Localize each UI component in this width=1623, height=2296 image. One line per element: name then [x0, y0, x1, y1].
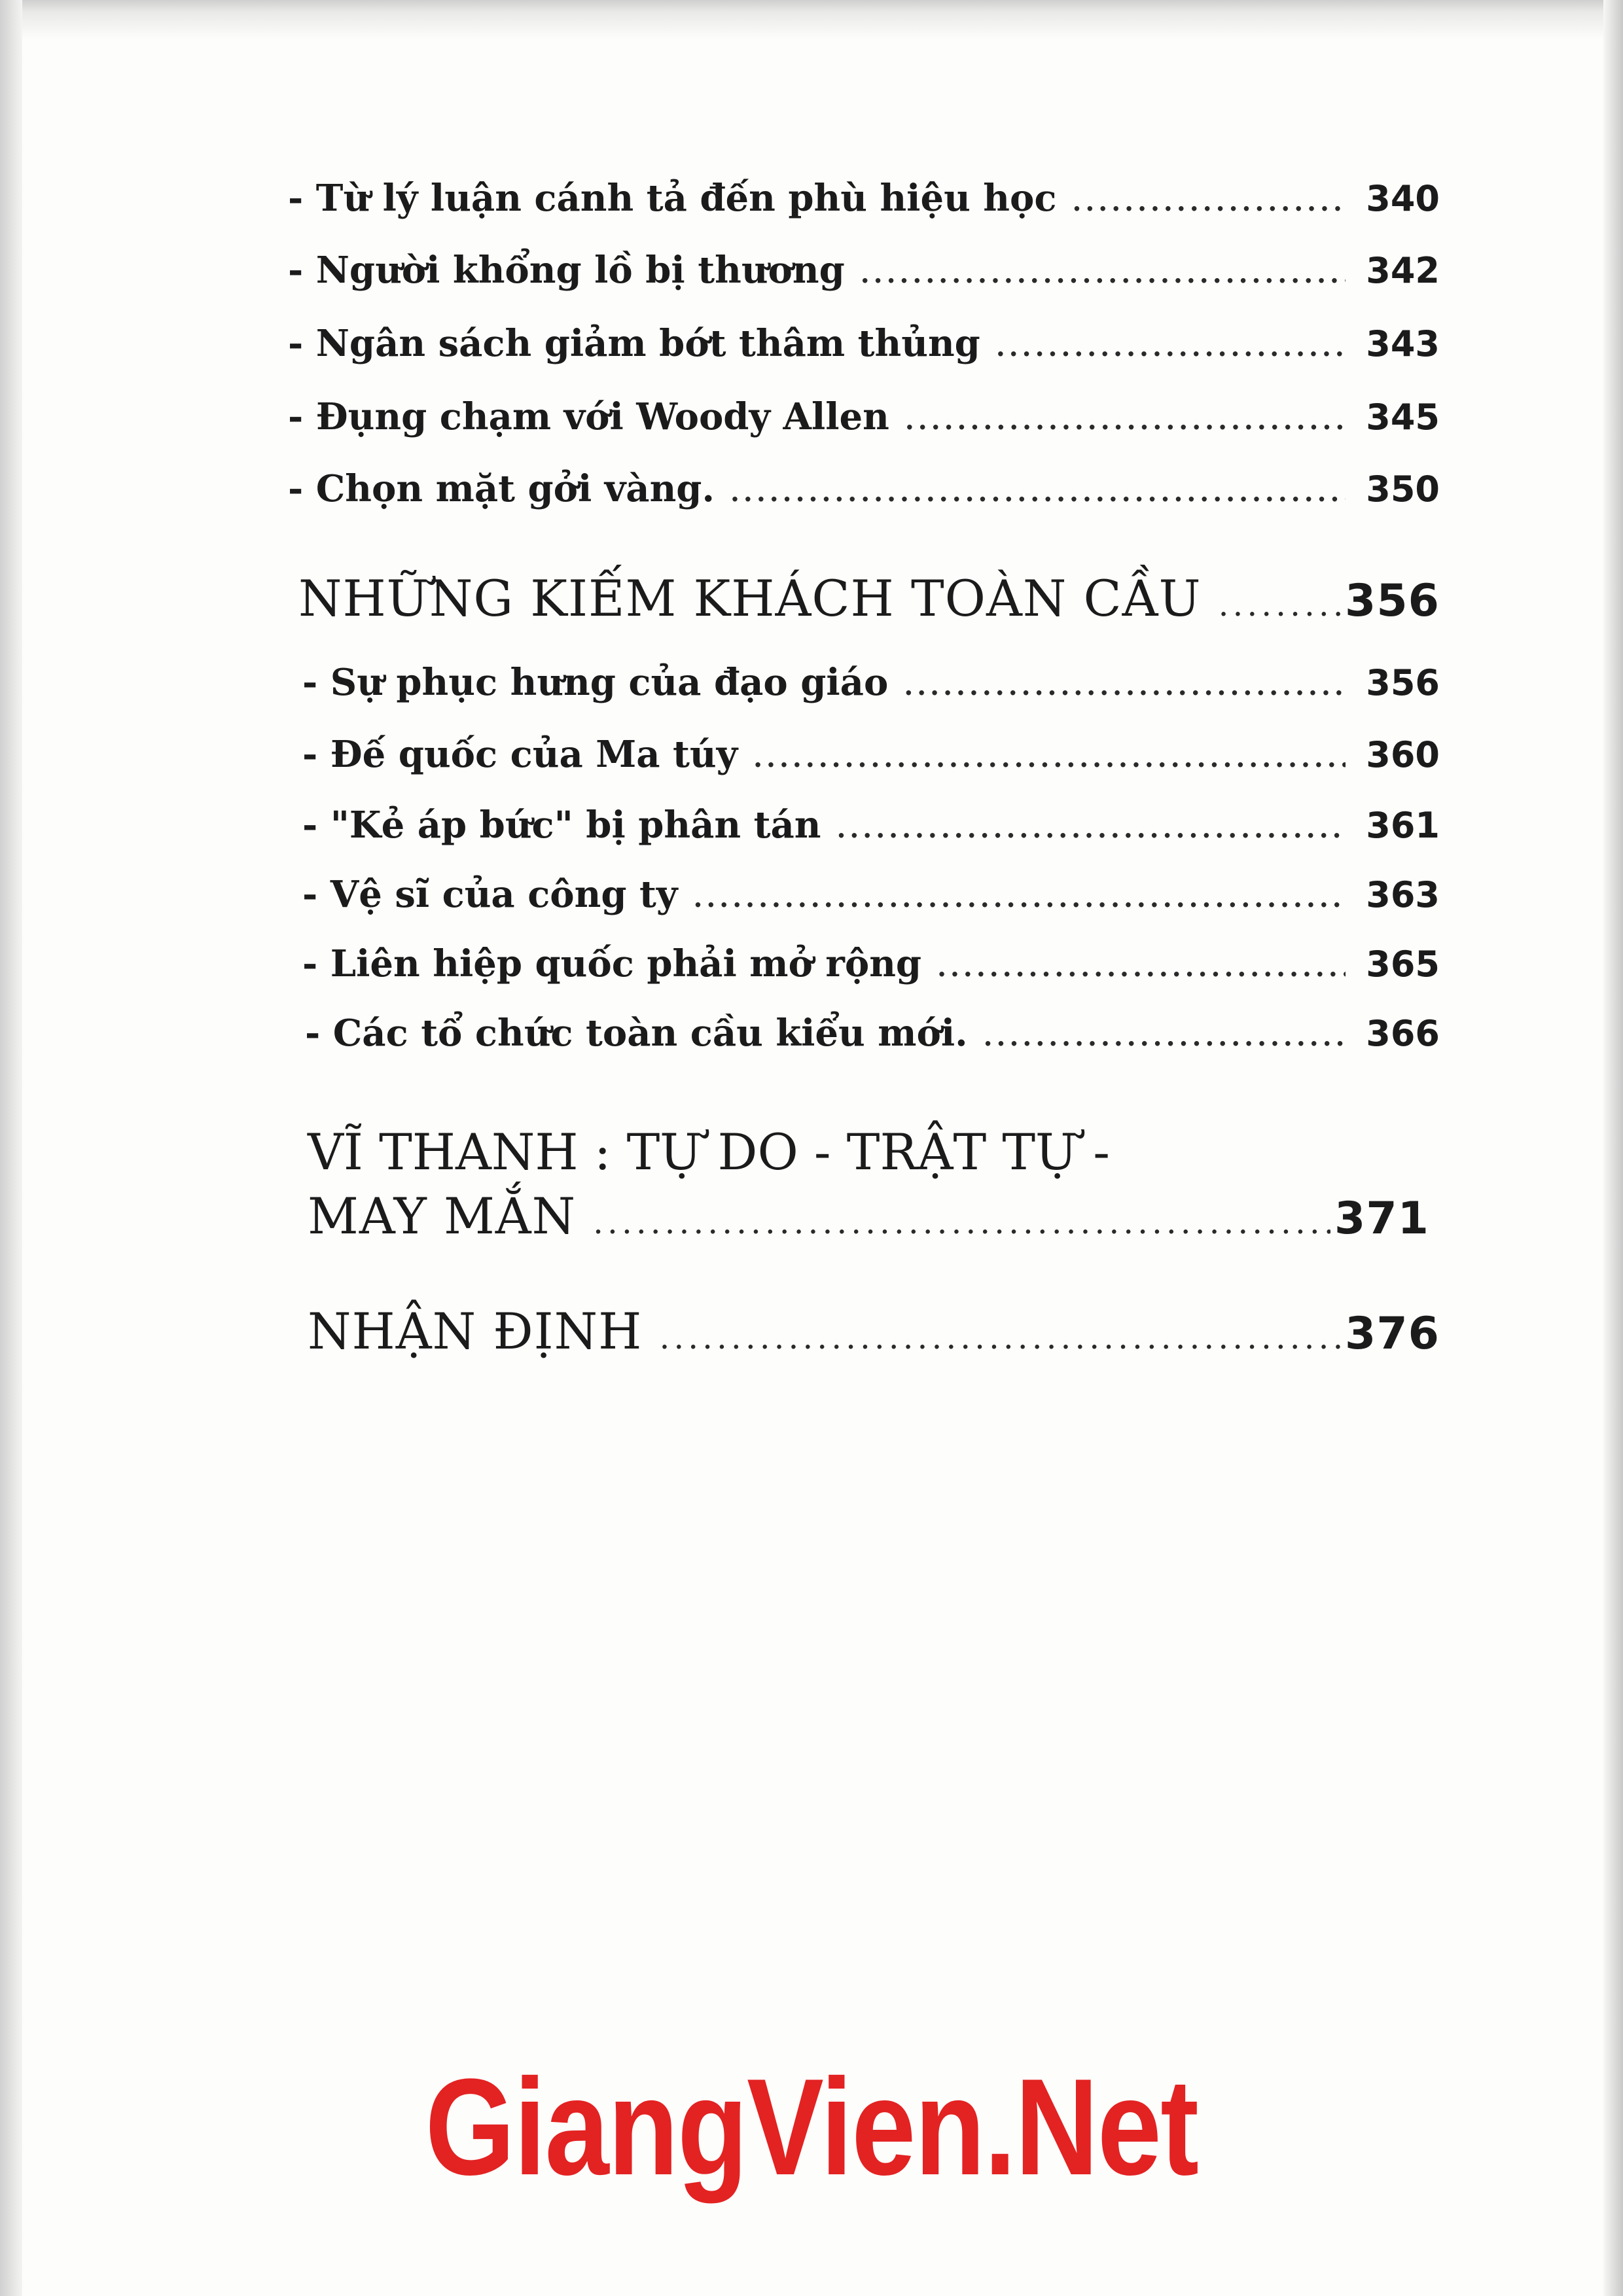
dot-leader [1219, 586, 1341, 624]
toc-entry-title: - Từ lý luận cánh tả đến phù hiệu học [288, 177, 1057, 220]
toc-entry [302, 661, 1440, 704]
dot-leader [1072, 186, 1346, 217]
toc-entry [302, 733, 1440, 776]
toc-entry [302, 942, 1440, 985]
dot-leader [693, 883, 1346, 913]
toc-chapter [308, 1302, 1440, 1360]
toc-entry-page: 356 [1366, 662, 1440, 703]
toc-entry-page: 366 [1366, 1013, 1440, 1054]
scan-left-edge [0, 0, 22, 2296]
toc-chapter-title-line1: VĨ THANH : TỰ DO - TRẬT TỰ - [308, 1123, 1110, 1181]
toc-entry [288, 249, 1440, 292]
toc-entry-title: - Sự phục hưng của đạo giáo [302, 661, 889, 704]
dot-leader [753, 743, 1346, 773]
dot-leader [937, 952, 1346, 983]
toc-chapter-page: 376 [1345, 1308, 1440, 1360]
toc-entry-page: 350 [1366, 468, 1440, 510]
toc-chapter-page: 371 [1334, 1193, 1429, 1245]
toc-entry [288, 322, 1440, 365]
toc-entry-page: 365 [1366, 944, 1440, 985]
dot-leader [593, 1203, 1330, 1241]
toc-entry-title: - Người khổng lồ bị thương [288, 249, 845, 292]
dot-leader [996, 332, 1346, 362]
toc-chapter-title: NHẬN ĐỊNH [308, 1302, 643, 1360]
toc-chapter-title-line2: MAY MẮN [308, 1187, 577, 1245]
toc-entry-page: 342 [1366, 250, 1440, 291]
scan-right-edge [1603, 0, 1623, 2296]
toc-entry [288, 395, 1440, 438]
dot-leader [861, 258, 1346, 289]
toc-entry-page: 340 [1366, 178, 1440, 219]
toc-chapter-title: NHỮNG KIẾM KHÁCH TOÀN CẦU [298, 569, 1202, 627]
dot-leader [905, 405, 1346, 436]
toc-chapter [308, 1187, 1429, 1245]
toc-entry-page: 363 [1366, 874, 1440, 915]
toc-entry [302, 804, 1440, 847]
toc-entry-title: - Đụng chạm với Woody Allen [288, 395, 889, 438]
toc-entry [305, 1012, 1440, 1055]
toc-entry-title: - Đế quốc của Ma túy [302, 733, 738, 776]
toc-entry-title: - "Kẻ áp bức" bị phân tán [302, 804, 821, 847]
dot-leader [659, 1318, 1341, 1356]
scan-top-edge [0, 0, 1623, 39]
toc-entry-page: 345 [1366, 397, 1440, 438]
toc-entry-title: - Chọn mặt gởi vàng. [288, 467, 715, 510]
dot-leader [984, 1021, 1346, 1052]
toc-entry [288, 177, 1440, 220]
toc-entry-title: - Các tổ chức toàn cầu kiểu mới. [305, 1012, 968, 1055]
dot-leader [730, 477, 1346, 508]
toc-entry [302, 873, 1440, 916]
toc-entry-page: 343 [1366, 323, 1440, 364]
toc-entry-page: 360 [1366, 734, 1440, 775]
watermark-logo: GiangVien.Net [425, 2050, 1198, 2204]
dot-leader [904, 671, 1346, 701]
toc-chapter-page: 356 [1345, 575, 1440, 627]
toc-entry [288, 467, 1440, 510]
toc-entry-title: - Vệ sĩ của công ty [302, 873, 678, 916]
toc-entry-title: - Liên hiệp quốc phải mở rộng [302, 942, 922, 985]
dot-leader [836, 813, 1346, 844]
toc-chapter [298, 569, 1440, 627]
toc-entry-page: 361 [1366, 805, 1440, 846]
toc-entry-title: - Ngân sách giảm bớt thâm thủng [288, 322, 980, 365]
